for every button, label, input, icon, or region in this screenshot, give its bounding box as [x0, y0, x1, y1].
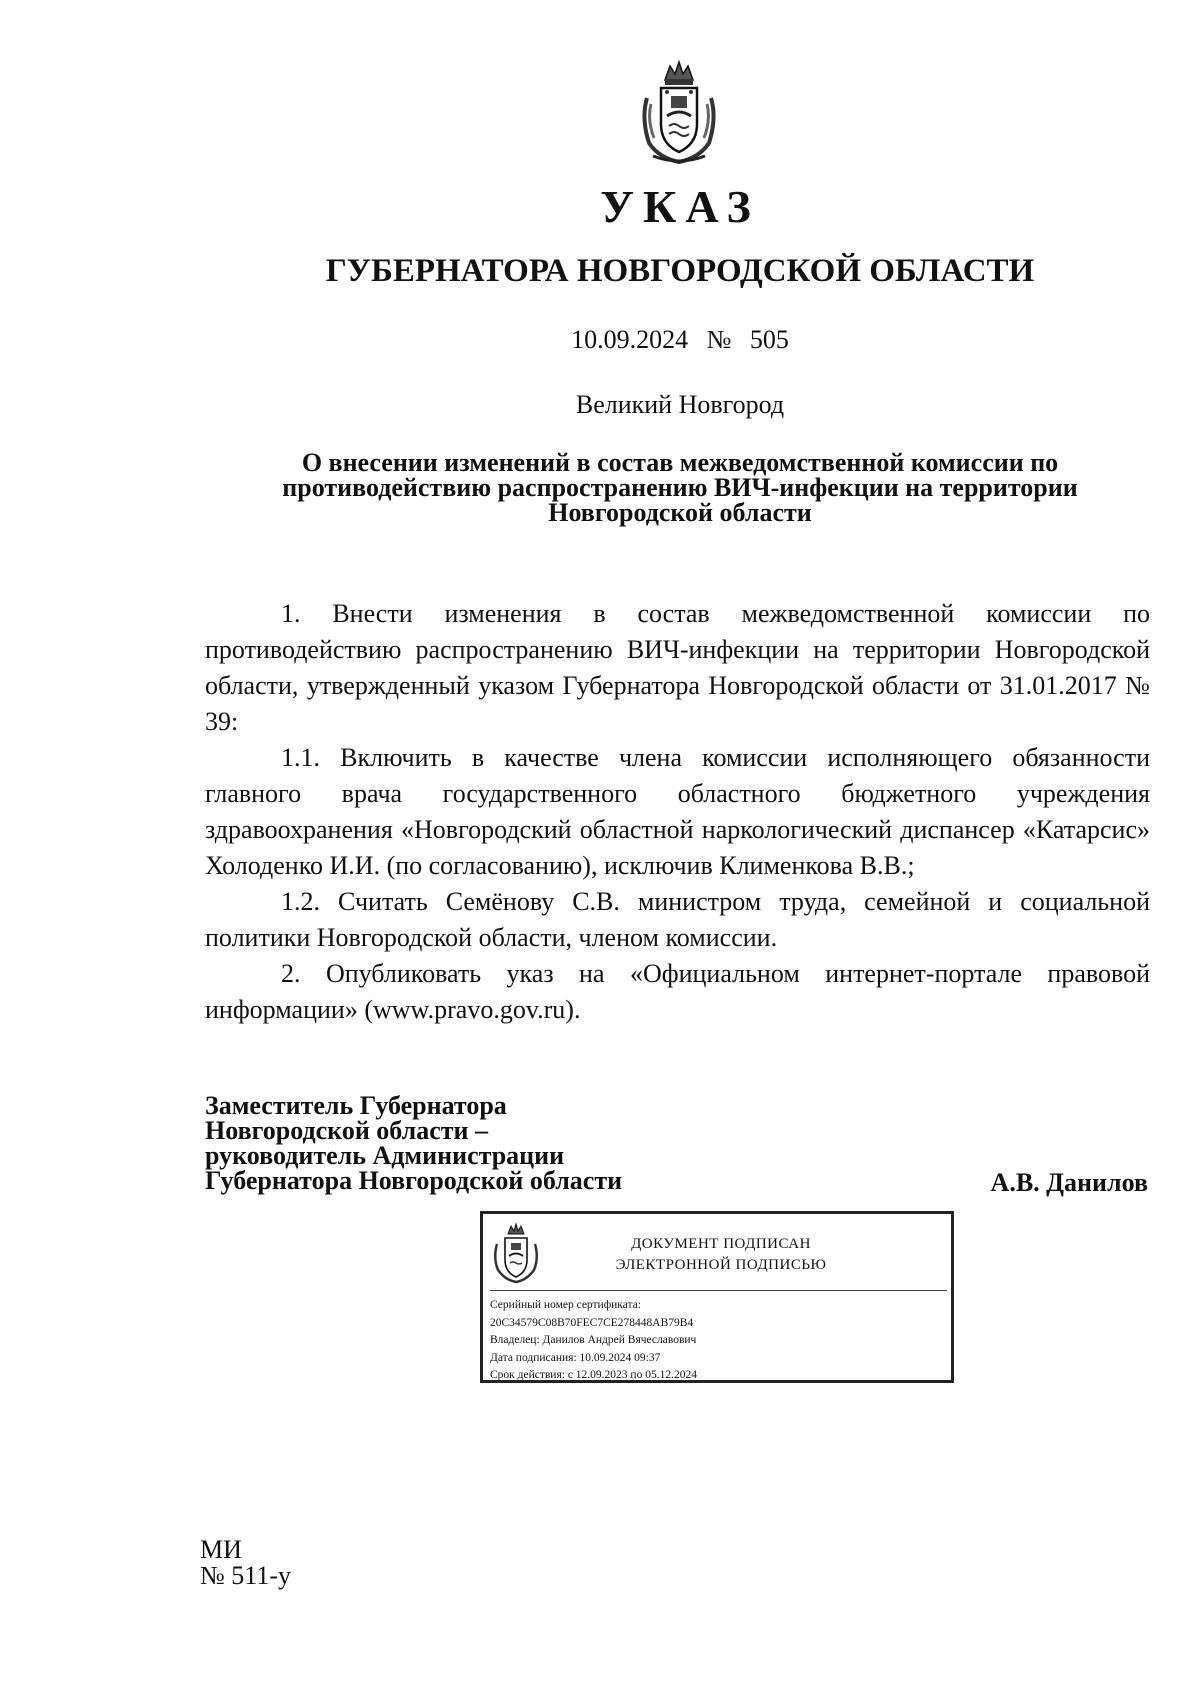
subject-line: О внесении изменений в состав межведомственной комиссии по: [301, 448, 1059, 477]
document-number: 505: [749, 325, 789, 354]
registration-number: № 511-у: [200, 1561, 291, 1590]
signatory-position: [205, 1093, 622, 1193]
certificate-owner: Владелец: Данилов Андрей Вячеславович: [490, 1334, 697, 1346]
signatory-line: руководитель Администрации: [205, 1141, 565, 1170]
date-number-line: [0, 325, 1200, 355]
document-body: [205, 596, 1150, 1028]
signatory-line: Новгородской области –: [205, 1116, 489, 1145]
certificate-label: Серийный номер сертификата:: [490, 1299, 641, 1311]
paragraph-2: 2. Опубликовать указ на «Официальном интернет-портале правовой информации» (www.pravo.gov.ru).: [205, 959, 1150, 1024]
number-sign: №: [706, 325, 732, 354]
signatory-line: Заместитель Губернатора: [205, 1091, 507, 1120]
coat-of-arms-icon: [637, 58, 721, 168]
stamp-title-line: ДОКУМЕНТ ПОДПИСАН: [631, 1236, 811, 1252]
document-date: 10.09.2024: [571, 325, 689, 354]
certificate-number: 20C34579C08B70FEC7CE278448AB79B4: [490, 1316, 694, 1329]
subject-line: Новгородской области: [548, 498, 812, 527]
electronic-signature-stamp: [480, 1211, 954, 1383]
stamp-coat-of-arms-icon: [491, 1222, 541, 1286]
paragraph-1-1: 1.1. Включить в качестве члена комиссии исполняющего обязанности главного врача государственного областного бюджетного учреждения здравоохранения «Новгородский областной наркологический диспансер «Катарсис» Холоденко И.И. (по согласованию), исключив Клименкова В.В.;: [205, 743, 1150, 880]
signing-date: Дата подписания: 10.09.2024 09:37: [490, 1351, 661, 1364]
document-type-title: УКАЗ: [600, 181, 760, 232]
stamp-details: [490, 1290, 947, 1385]
document-subject: [230, 450, 1130, 525]
executor-initials: МИ: [200, 1535, 242, 1564]
subject-line: противодействию распространению ВИЧ-инфекции на территории: [282, 473, 1078, 502]
signatory-line: Губернатора Новгородской области: [205, 1166, 623, 1195]
stamp-title: [561, 1234, 881, 1276]
signatory-name: А.В. Данилов: [990, 1168, 1148, 1197]
city: Великий Новгород: [575, 390, 785, 419]
certificate-validity: Срок действия: с 12.09.2023 по 05.12.2024: [490, 1369, 697, 1381]
paragraph-1: 1. Внести изменения в состав межведомственной комиссии по противодействию распространению ВИЧ-инфекции на территории Новгородской области, утвержденный указом Губернатора Новгородской области от 31.01.2017 № 39:: [205, 599, 1150, 736]
registration-code: [200, 1537, 291, 1589]
stamp-title-line: ЭЛЕКТРОННОЙ ПОДПИСЬЮ: [615, 1257, 827, 1273]
issuer-title: ГУБЕРНАТОРА НОВГОРОДСКОЙ ОБЛАСТИ: [325, 253, 1035, 289]
paragraph-1-2: 1.2. Считать Семёнову С.В. министром труда, семейной и социальной политики Новгородской области, членом комиссии.: [205, 887, 1150, 952]
